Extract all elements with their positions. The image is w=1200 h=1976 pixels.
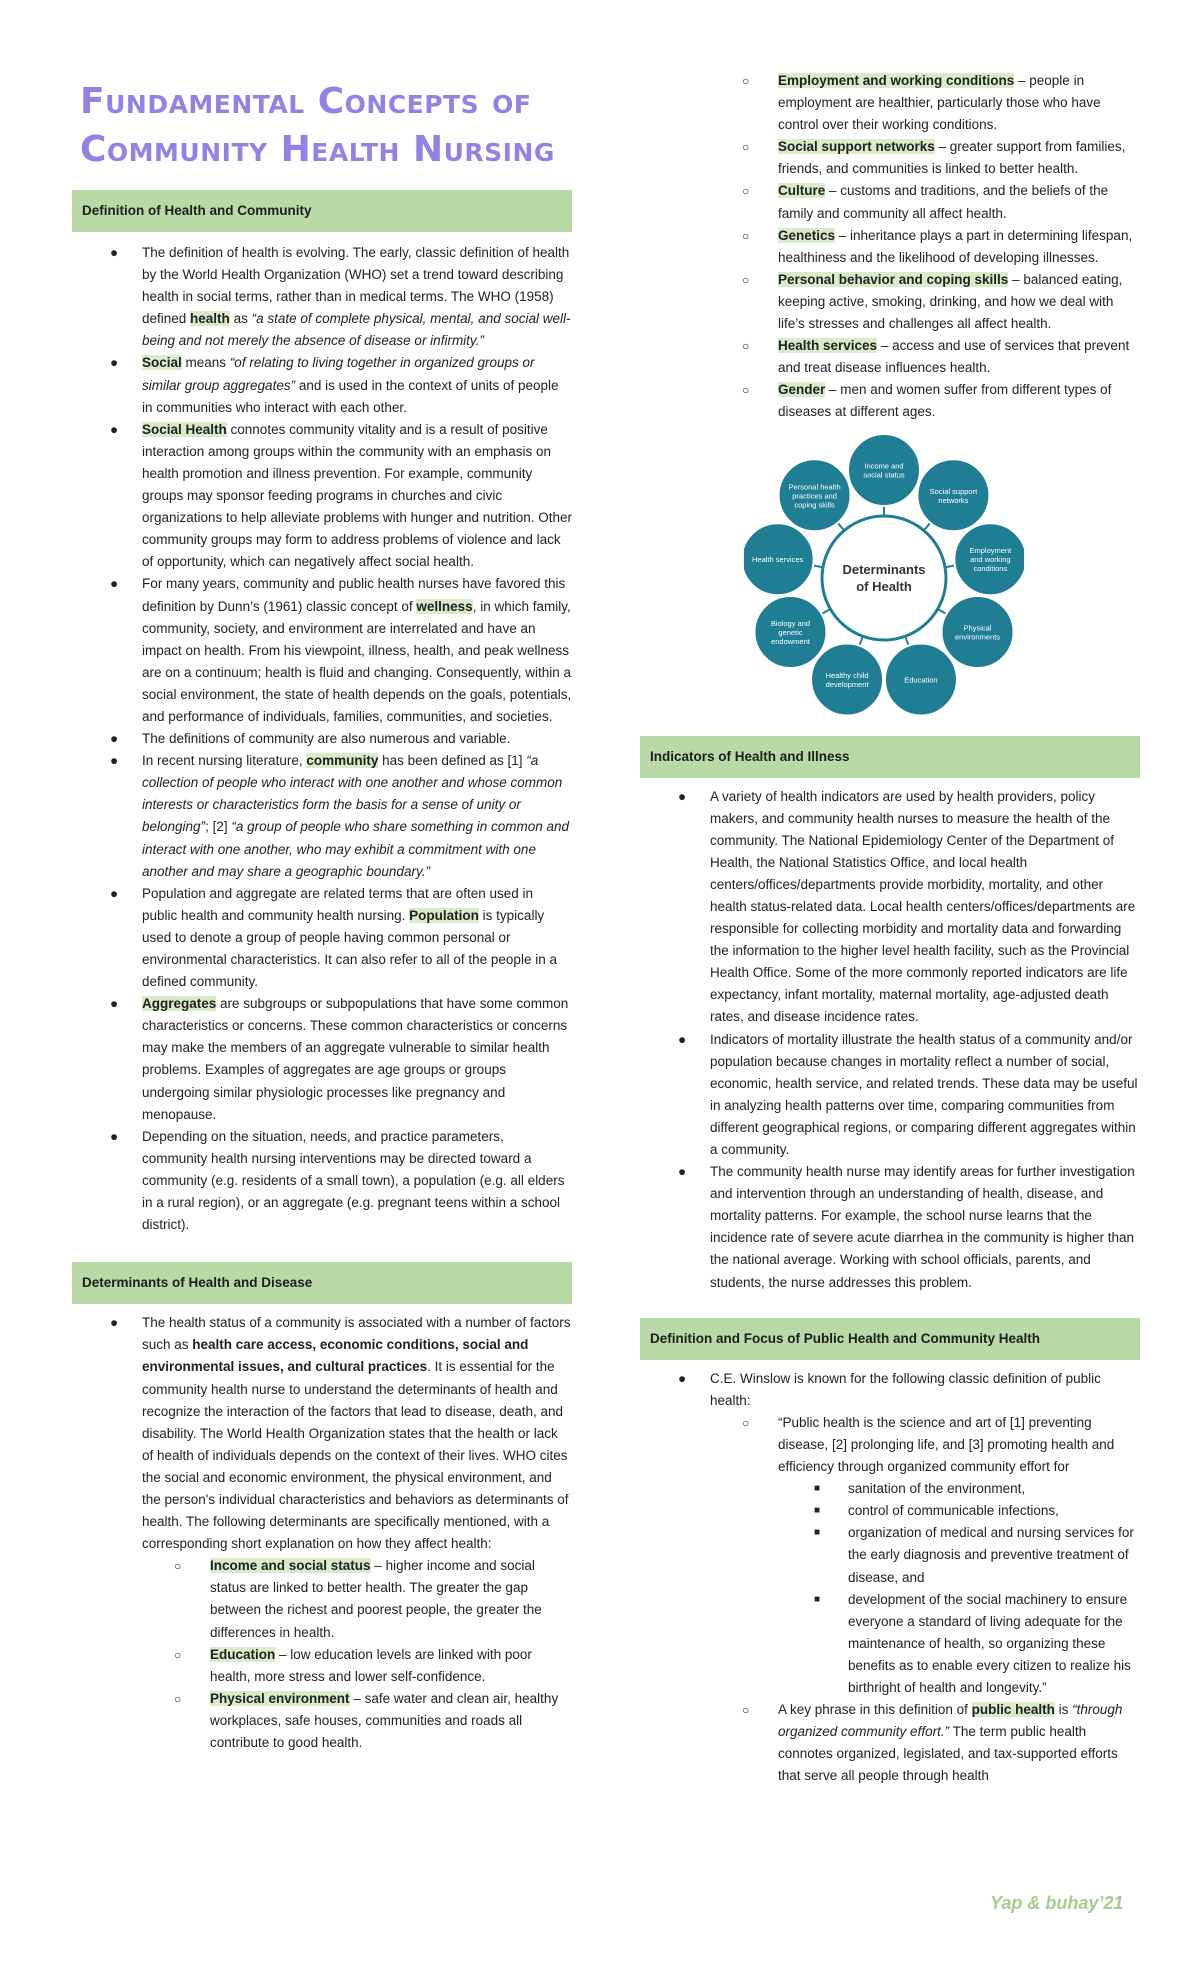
- public-health-list: [640, 1368, 1140, 1788]
- list-item: ● Aggregates are subgroups or subpopulations that have some common characteristics or concerns. These common characteristics or concerns may make the members of an aggregate vulnerable to similar health problems. Examples of aggregates are age groups or groups undergoing similar physiologic processes like pregnancy and menopause.: [110, 996, 569, 1122]
- list-item: ● Indicators of mortality illustrate the health status of a community and/or population because changes in mortality reflect a number of social, economic, health service, and related trends. These data may be useful in analyzing health patterns over time, comparing communities from different geographical regions, or comparing different aggregates within a community.: [678, 1031, 1138, 1157]
- list-item: ○ “Public health is the science and art of [1] preventing disease, [2] prolonging life, and [3] promoting health and efficiency through organized community effort for ■ sanitation of the environment, ■ control of communicable infections, ■ organization of medical and nursing services for the early diagnosis and preventive treatment of disease, and ■ development of the social machinery to ensure everyone a standard of living adequate for the maintenance of health, so organizing these benefits as to enable every citizen to realize his birthright of health and longevity.”: [710, 1412, 1140, 1699]
- list-item: ■ sanitation of the environment,: [814, 1481, 1026, 1497]
- section-heading-indicators: Indicators of Health and Illness: [640, 736, 1140, 778]
- left-column: [72, 0, 572, 1754]
- list-item: ○ Education – low education levels are linked with poor health, more stress and lower self-confidence.: [174, 1646, 532, 1684]
- section-heading-determinants: Determinants of Health and Disease: [72, 1262, 572, 1304]
- list-item: ● Depending on the situation, needs, and practice parameters, community health nursing interventions may be directed toward a community (e.g. residents of a small town), a population (e.g. all elders in a rural region), or an aggregate (e.g. pregnant teens within a school district).: [110, 1128, 565, 1233]
- footer-credit: Yap & buhay’21: [990, 1893, 1124, 1913]
- list-item: ■ development of the social machinery to ensure everyone a standard of living adequate for the maintenance of health, so organizing these benefits as to enable every citizen to realize his birthright of health and longevity.”: [814, 1591, 1131, 1695]
- list-item: ● The definition of health is evolving. The early, classic definition of health by the World Health Organization (WHO) set a trend toward describing health in social terms, rather than in medical terms. The WHO (1958) defined health as “a state of complete physical, mental, and social well-being and not merely the absence of disease or infirmity.”: [110, 245, 571, 349]
- page-title: Fundamental Concepts of Community Health Nursing: [80, 81, 555, 170]
- diagram-node-label: and working: [970, 554, 1011, 564]
- list-item: ● A variety of health indicators are used by health providers, policy makers, and community health nurses to measure the health of the community. The National Epidemiology Center of the Department of Health, the National Statistics Office, and local health centers/offices/departments provide morbidity, mortality, and other health status-related data. Local health centers/offices/departments are responsible for collecting morbidity and mortality data and forwarding the information to the higher level health facility, such as the Provincial Health Office. Some of the more commonly reported indicators are life expectancy, infant mortality, maternal mortality, age-adjusted death rates, and disease incidence rates.: [678, 788, 1136, 1025]
- diagram-center-label: Determinants: [842, 561, 926, 577]
- diagram-node-label: social status: [863, 470, 905, 479]
- section-heading-definition: Definition of Health and Community: [72, 190, 572, 232]
- list-item: ● C.E. Winslow is known for the following classic definition of public health: ○ “Public health is the science and art of [1] preventing disease, [2] prolonging life, and [3] promoting health and efficiency through organized community effort for ■ sanitation of the environment, ■ control of communicable infections, ■ organization of medical and nursing services for the early diagnosis and preventive treatment of disease, and ■ development of the social machinery to ensure everyone a standard of living adequate for the maintenance of health, so organizing these benefits as to enable every citizen to realize his birthright of health and longevity.” ○ A key phrase in this definition of public health is “through organized community effort.” The term public health connotes organized, legislated, and tax-supported efforts that serve all people through health: [640, 1368, 1140, 1788]
- list-item: ● The community health nurse may identify areas for further investigation and intervention through an understanding of health, disease, and mortality patterns. For example, the school nurse learns that the incidence rate of severe acute diarrhea in the community is higher than the national average. Working with school officials, parents, and students, the nurse addresses this problem.: [678, 1164, 1135, 1290]
- diagram-node-label: genetic: [778, 627, 803, 637]
- list-item: ● Population and aggregate are related terms that are often used in public health and community health nursing. Population is typically used to denote a group of people having common personal or environmental characteristics. It can also refer to all of the people in a defined community.: [110, 885, 557, 990]
- determinants-diagram: [744, 428, 1024, 728]
- list-item: ○ Genetics – inheritance plays a part in determining lifespan, healthiness and the likelihood of developing illnesses.: [742, 227, 1133, 265]
- list-item: ● Social Health connotes community vitality and is a result of positive interaction among groups within the community with an emphasis on health promotion and illness prevention. For example, community groups may sponsor feeding programs in churches and civic organizations to help alleviate problems with hunger and nutrition. Other community groups may form to address problems of violence and lack of opportunity, which can negatively affect social health.: [110, 421, 573, 570]
- list-item: ■ control of communicable infections,: [814, 1503, 1059, 1519]
- list-item: ○ Culture – customs and traditions, and the beliefs of the family and community all affect health.: [742, 183, 1109, 221]
- diagram-node-label: networks: [938, 495, 969, 505]
- diagram-node-label: Health services: [752, 554, 804, 564]
- right-column: [640, 0, 1140, 1787]
- diagram-node-label: practices and: [792, 490, 837, 500]
- diagram-center-label: of Health: [856, 578, 912, 594]
- diagram-node-label: Physical: [963, 623, 992, 632]
- diagram-node-label: Healthy child: [825, 670, 869, 680]
- diagram-node-label: environments: [955, 632, 1001, 641]
- list-item: ○ Personal behavior and coping skills – balanced eating, keeping active, smoking, drinking, and how we deal with life’s stresses and challenges all affect health.: [742, 271, 1123, 332]
- diagram-node-label: Education: [904, 674, 938, 684]
- determinants-list: [72, 1312, 572, 1754]
- list-item: ○ Social support networks – greater support from families, friends, and communities is linked to better health.: [742, 139, 1126, 177]
- winslow-list: [710, 1478, 1140, 1699]
- diagram-node-label: Personal health: [788, 481, 841, 491]
- list-item: ○ Physical environment – safe water and clean air, healthy workplaces, safe houses, communities and roads all contribute to good health.: [174, 1690, 559, 1750]
- diagram-node-label: Employment: [969, 545, 1012, 555]
- list-item: ● The definitions of community are also numerous and variable.: [110, 731, 511, 747]
- list-item: ○ Gender – men and women suffer from different types of diseases at different ages.: [742, 382, 1112, 420]
- diagram-node-label: conditions: [973, 563, 1008, 573]
- determinant-factors-left: [72, 1555, 572, 1754]
- indicators-list: [640, 786, 1140, 1294]
- list-item: ■ organization of medical and nursing services for the early diagnosis and preventive treatment of disease, and: [814, 1525, 1134, 1585]
- list-item: ● For many years, community and public health nurses have favored this definition by Dunn’s (1961) classic concept of wellness, in which family, community, society, and environment are interrelated and have an impact on health. From his viewpoint, illness, health, and peak wellness are on a continuum; health is fluid and changing. Consequently, within a social environment, the state of health depends on the goals, potentials, and performance of individuals, families, communities, and societies.: [110, 576, 572, 724]
- list-item: ○ A key phrase in this definition of public health is “through organized community effort.” The term public health connotes organized, legislated, and tax-supported efforts that serve all people through health: [742, 1702, 1123, 1784]
- diagram-center-circle: [822, 516, 946, 640]
- definition-list: [72, 242, 572, 1236]
- list-item: ● In recent nursing literature, community has been defined as [1] “a collection of people who interact with one another and whose common interests or characteristics form the basis for a sense of unity or belonging”; [2] “a group of people who share something in common and interact with one another, who may exhibit a commitment with one another and may share a geographic boundary.”: [110, 753, 570, 879]
- list-item: ○ Income and social status – higher income and social status are linked to better health. The greater the gap between the richest and poorest people, the greater the differences in health.: [174, 1558, 542, 1640]
- section-heading-public-health: Definition and Focus of Public Health and Community Health: [640, 1318, 1140, 1360]
- list-item: ○ Health services – access and use of services that prevent and treat disease influences health.: [742, 338, 1130, 376]
- diagram-node-label: coping skills: [794, 499, 835, 509]
- public-health-sublist: [640, 1412, 1140, 1788]
- list-item: ● The health status of a community is associated with a number of factors such as health care access, economic conditions, social and environmental issues, and cultural practices. It is essential for the community health nurse to understand the determinants of health and recognize the interaction of the factors that lead to disease, death, and disability. The World Health Organization states that the health or lack of health of individuals depends on the context of their lives. WHO cites the social and economic environment, the physical environment, and the person's individual characteristics and behaviors as determinants of health. The following determinants are specifically mentioned, with a corresponding short explanation on how they affect health: ○ Income and social status – higher income and social status are linked to better health. The greater the gap between the richest and poorest people, the greater the differences in health. ○ Education – low education levels are linked with poor health, more stress and lower self-confidence. ○ Physical environment – safe water and clean air, healthy workplaces, safe houses, communities and roads all contribute to good health.: [72, 1312, 572, 1754]
- determinant-factors-right: [640, 70, 1140, 424]
- list-item: ● Social means “of relating to living together in organized groups or similar group aggregates” and is used in the context of units of people in communities who interact with each other.: [110, 355, 559, 415]
- list-item: ○ Employment and working conditions – people in employment are healthier, particularly those who have control over their working conditions.: [742, 73, 1101, 133]
- diagram-node-label: endowment: [771, 636, 810, 646]
- diagram-node-label: Biology and: [770, 618, 811, 628]
- diagram-node-label: Income and: [864, 461, 904, 470]
- diagram-node-label: development: [825, 679, 869, 689]
- diagram-node-label: Social support: [929, 486, 978, 496]
